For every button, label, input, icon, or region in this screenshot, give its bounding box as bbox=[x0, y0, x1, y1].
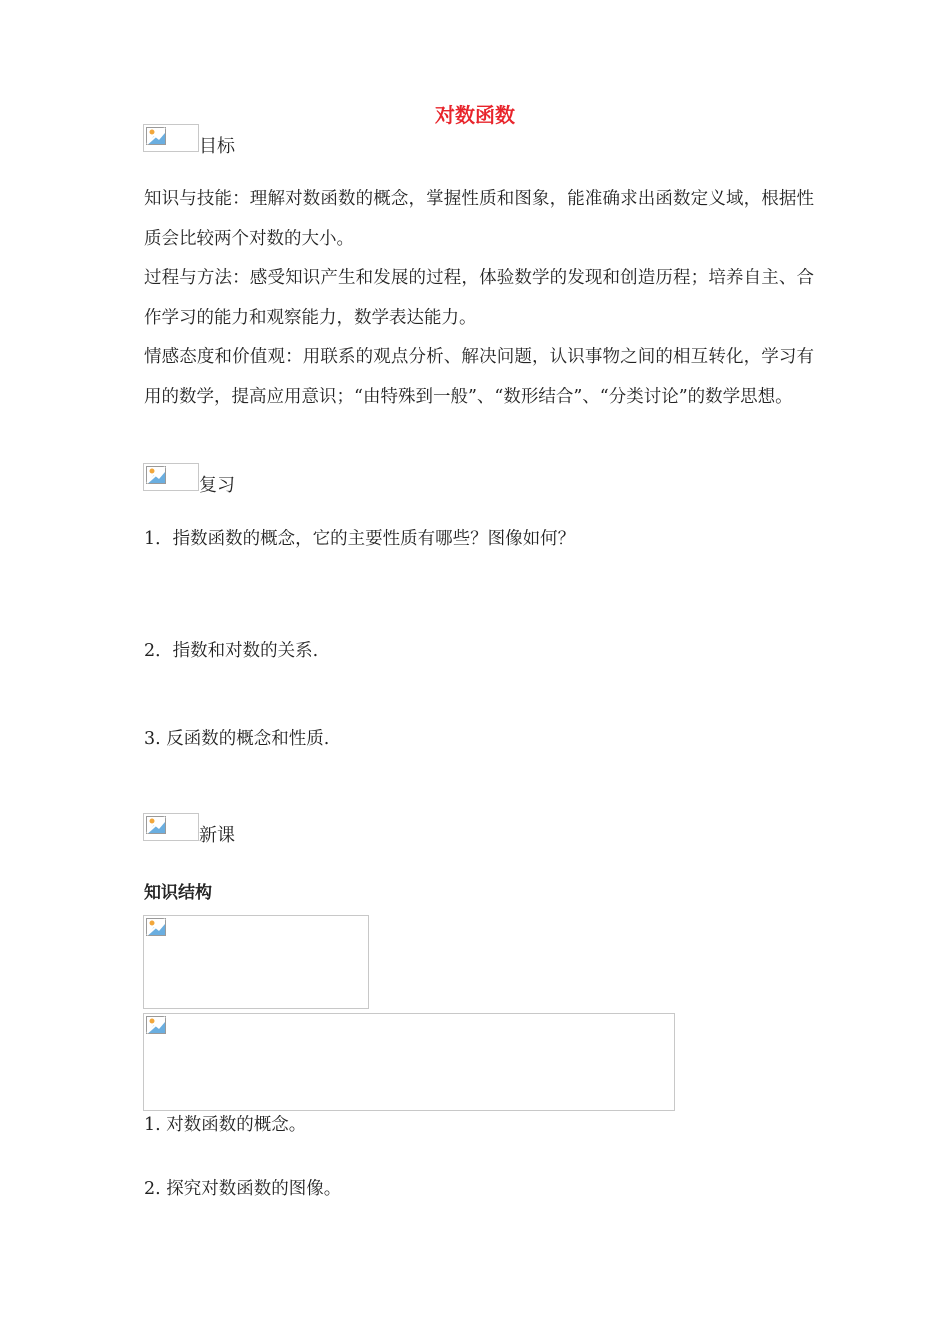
section-review-label: 复习 bbox=[199, 475, 235, 496]
goals-paragraph-knowledge: 知识与技能：理解对数函数的概念，掌握性质和图象，能准确求出函数定义域，根据性质会比较两个对数的大小。 bbox=[144, 189, 814, 249]
image-placeholder-icon bbox=[146, 918, 166, 936]
image-placeholder-icon bbox=[146, 466, 166, 484]
page-title: 对数函数 bbox=[435, 103, 515, 127]
broken-image-icon bbox=[143, 124, 199, 152]
review-item-1: 1．指数函数的概念，它的主要性质有哪些？图像如何？ bbox=[144, 529, 576, 549]
goals-paragraph-process: 过程与方法：感受知识产生和发展的过程，体验数学的发现和创造历程；培养自主、合作学习的能力和观察能力，数学表达能力。 bbox=[144, 268, 814, 328]
image-placeholder-icon bbox=[146, 1016, 166, 1034]
lesson-item-1: 1. 对数函数的概念。 bbox=[144, 1115, 307, 1135]
review-item-3: 3. 反函数的概念和性质. bbox=[144, 729, 330, 749]
image-placeholder-icon bbox=[146, 816, 166, 834]
section-new-lesson-label: 新课 bbox=[199, 825, 235, 846]
broken-image-icon bbox=[143, 1013, 675, 1111]
knowledge-structure-heading: 知识结构 bbox=[144, 883, 212, 903]
broken-image-icon bbox=[143, 463, 199, 491]
broken-image-icon bbox=[143, 915, 369, 1009]
image-placeholder-icon bbox=[146, 127, 166, 145]
section-goals-label: 目标 bbox=[199, 136, 235, 157]
review-item-2: 2．指数和对数的关系. bbox=[144, 641, 319, 661]
goals-paragraph-attitude: 情感态度和价值观：用联系的观点分析、解决问题，认识事物之间的相互转化，学习有用的数学，提高应用意识；“由特殊到一般”、“数形结合”、“分类讨论”的数学思想。 bbox=[144, 347, 814, 407]
broken-image-icon bbox=[143, 813, 199, 841]
lesson-item-2: 2. 探究对数函数的图像。 bbox=[144, 1179, 342, 1199]
